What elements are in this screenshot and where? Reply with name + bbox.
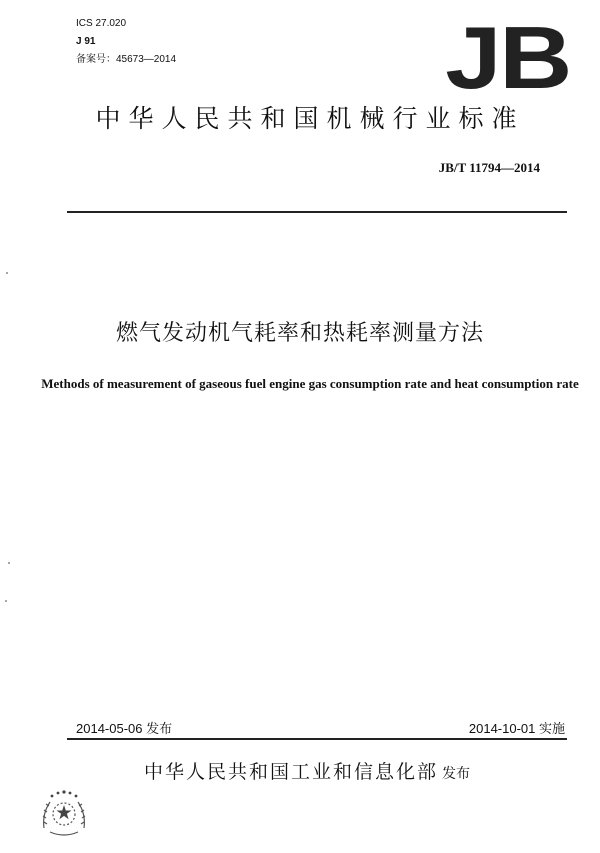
- filing-number: 备案号：45673—2014: [76, 54, 177, 65]
- ministry-emblem-icon: [38, 788, 90, 840]
- issue-date: 2014-05-06 发布: [76, 721, 173, 736]
- jb-logo: JB: [445, 8, 570, 107]
- document-title-chinese: 燃气发动机气耗率和热耗率测量方法: [115, 321, 484, 346]
- scan-speck: [6, 272, 8, 274]
- document-title-english: Methods of measurement of gaseous fuel engine gas consumption rate and heat consumption rate: [41, 376, 579, 391]
- implementation-date: 2014-10-01 实施: [468, 721, 565, 736]
- category-code: J 91: [76, 36, 96, 47]
- bottom-divider: [67, 738, 567, 740]
- issuing-authority: [144, 759, 554, 787]
- standard-number: JB/T 11794—2014: [438, 160, 540, 175]
- issuing-authority-name: 中华人民共和国工业和信息化部: [144, 761, 439, 783]
- scan-speck: [5, 600, 7, 602]
- ics-code: ICS 27.020: [76, 18, 127, 29]
- issuing-authority-suffix: 发布: [442, 766, 471, 782]
- top-divider: [67, 211, 567, 213]
- organization-title: 中华人民共和国机械行业标准: [95, 104, 525, 133]
- scan-speck: [8, 562, 10, 564]
